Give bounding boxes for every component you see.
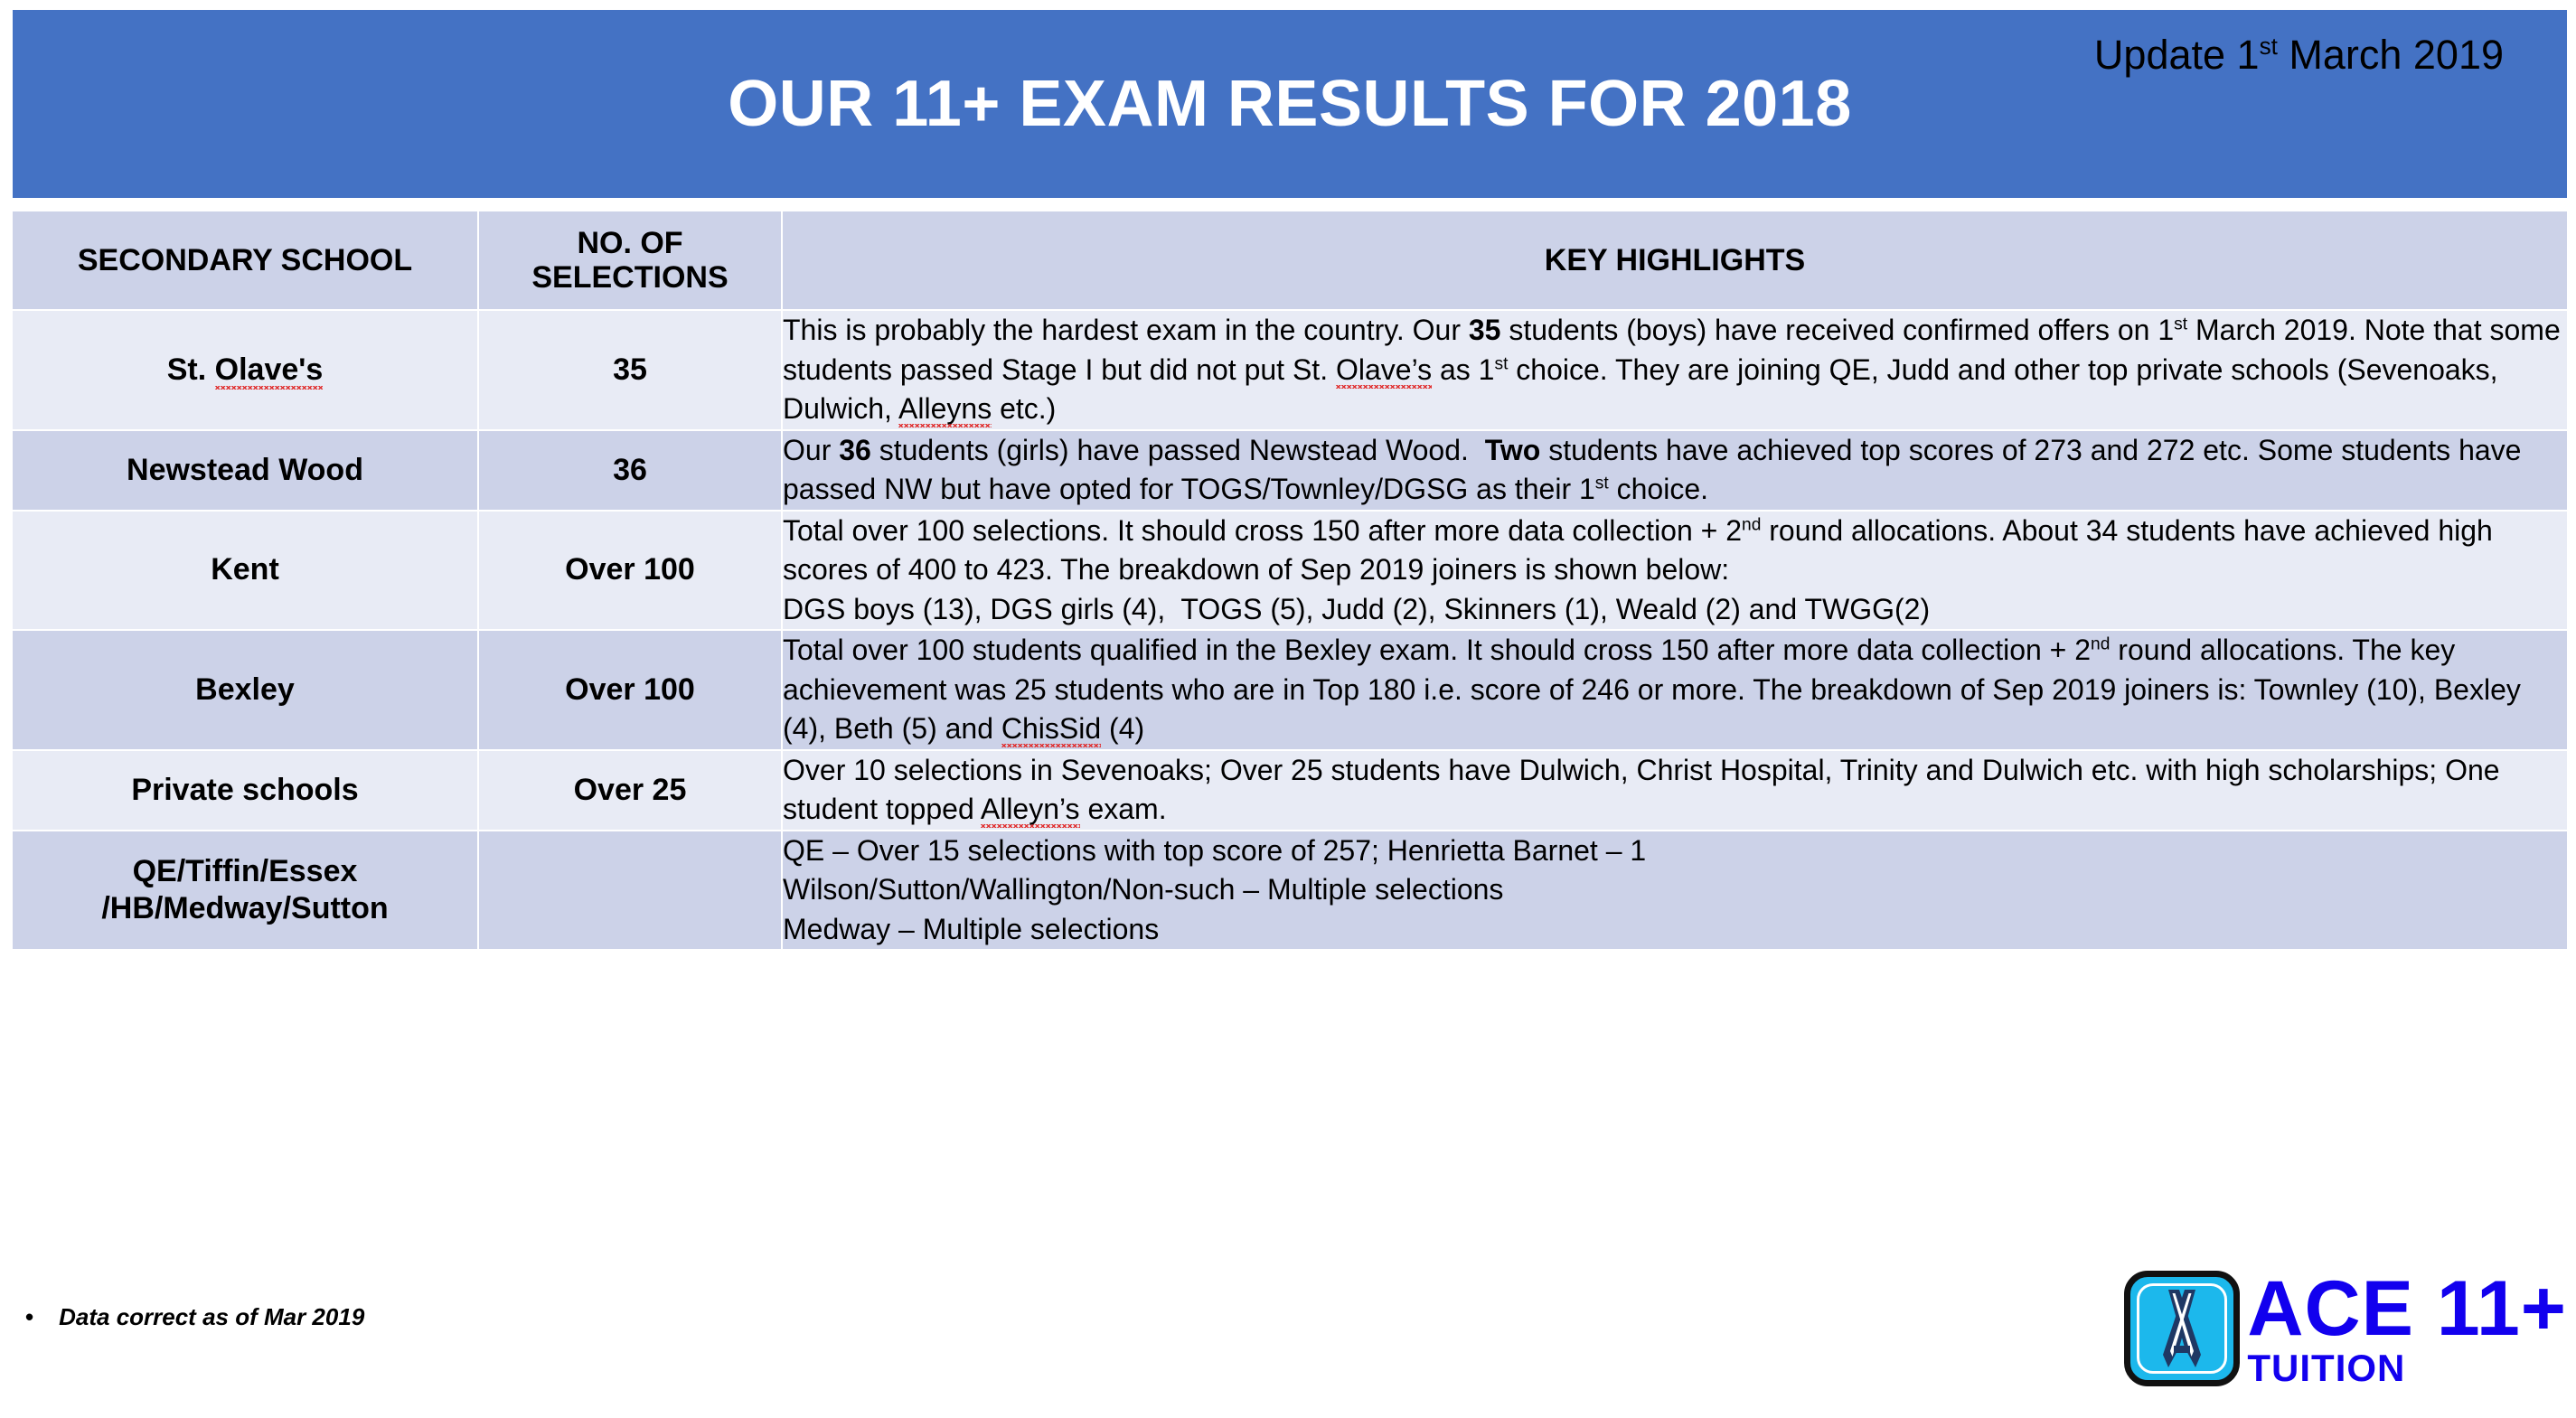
exam-results-table	[11, 210, 2569, 951]
highlight-line-1: QE – Over 15 selections with top score of 257; Henrietta Barnet – 1	[783, 833, 1647, 867]
cell-selection-count: Over 100	[478, 630, 782, 750]
crossed-pencils-icon	[2124, 1271, 2240, 1386]
highlight-line-3: Medway – Multiple selections	[783, 912, 1160, 945]
table-row	[12, 430, 2568, 511]
table-row	[12, 831, 2568, 951]
cell-school-name: Newstead Wood	[12, 430, 478, 511]
ace-tuition-logo	[2124, 1265, 2567, 1389]
update-date-ordinal: st	[2259, 33, 2278, 60]
column-header-no-of-selections	[478, 211, 782, 310]
update-date-suffix: March 2019	[2277, 32, 2504, 78]
cell-key-highlights: This is probably the hardest exam in the country. Our 35 students (boys) have received confirmed offers on 1st March 2019. Note that some students passed Stage I but did not put St. Olave’s as 1st choice. They are joining QE, Judd and other top private schools (Sevenoaks, Dulwich, Alleyns etc.)	[782, 310, 2568, 430]
table-row	[12, 310, 2568, 430]
logo-tagline-text: TUITION	[2247, 1347, 2406, 1389]
cell-key-highlights	[782, 831, 2568, 951]
highlight-line-2: Wilson/Sutton/Wallington/Non-such – Multiple selections	[783, 873, 1504, 906]
cell-key-highlights: Total over 100 students qualified in the Bexley exam. It should cross 150 after more data collection + 2nd round allocations. The key achievement was 25 students who are in Top 180 i.e. score of 246 or more. The breakdown of Sep 2019 joiners is: Townley (10), Bexley (4), Beth (5) and ChisSid (4)	[782, 630, 2568, 750]
column-header-key-highlights: KEY HIGHLIGHTS	[782, 211, 2568, 310]
cell-school-name-line2: /HB/Medway/Sutton	[101, 890, 389, 925]
column-header-secondary-school: SECONDARY SCHOOL	[12, 211, 478, 310]
misspelled-word: Alleyn’s	[981, 793, 1080, 828]
footnote	[25, 1303, 364, 1331]
cell-key-highlights: Over 10 selections in Sevenoaks; Over 25 students have Dulwich, Christ Hospital, Trinity and Dulwich etc. with high scholarships; One student topped Alleyn’s exam.	[782, 750, 2568, 831]
table-row	[12, 630, 2568, 750]
cell-selection-count: Over 100	[478, 511, 782, 631]
cell-school-name: Private schools	[12, 750, 478, 831]
table-row	[12, 750, 2568, 831]
cell-school-name-line1: QE/Tiffin/Essex	[132, 854, 358, 889]
cell-school-name: Bexley	[12, 630, 478, 750]
header-banner	[13, 10, 2567, 198]
column-header-no-of-selections-line1: NO. OF	[577, 225, 683, 260]
footnote-text: Data correct as of Mar 2019	[59, 1303, 365, 1330]
table-row	[12, 511, 2568, 631]
table-header-row	[12, 211, 2568, 310]
page-title: OUR 11+ EXAM RESULTS FOR 2018	[728, 68, 1852, 140]
cell-selection-count: 36	[478, 430, 782, 511]
misspelled-word: Alleyns	[898, 392, 992, 427]
logo-wordmark	[2247, 1265, 2567, 1389]
update-date-prefix: Update 1	[2093, 32, 2260, 78]
cell-school-name: St. Olave's	[12, 310, 478, 430]
misspelled-word: ChisSid	[1001, 712, 1101, 747]
cell-selection-count: Over 25	[478, 750, 782, 831]
cell-key-highlights: Our 36 students (girls) have passed Newstead Wood. Two students have achieved top scores of 273 and 272 etc. Some students have passed NW but have opted for TOGS/Townley/DGSG as their 1st choice.	[782, 430, 2568, 511]
crossed-pencils-glyph	[2130, 1277, 2233, 1380]
logo-brand-text: ACE 11+	[2247, 1265, 2567, 1352]
cell-selection-count: 35	[478, 310, 782, 430]
cell-selection-count	[478, 831, 782, 951]
cell-school-name	[12, 831, 478, 951]
misspelled-word: Olave's	[215, 352, 324, 390]
column-header-no-of-selections-line2: SELECTIONS	[531, 260, 729, 295]
update-date-label	[2094, 32, 2504, 79]
misspelled-word: Olave’s	[1336, 353, 1432, 389]
bullet-icon: •	[25, 1303, 34, 1330]
cell-key-highlights: Total over 100 selections. It should cross 150 after more data collection + 2nd round allocations. About 34 students have achieved high scores of 400 to 423. The breakdown of Sep 2019 joiners is shown below: DGS boys (13), DGS girls (4), TOGS (5), Judd (2), Skinners (1), Weald (2) and TWGG(2)	[782, 511, 2568, 631]
cell-school-name: Kent	[12, 511, 478, 631]
